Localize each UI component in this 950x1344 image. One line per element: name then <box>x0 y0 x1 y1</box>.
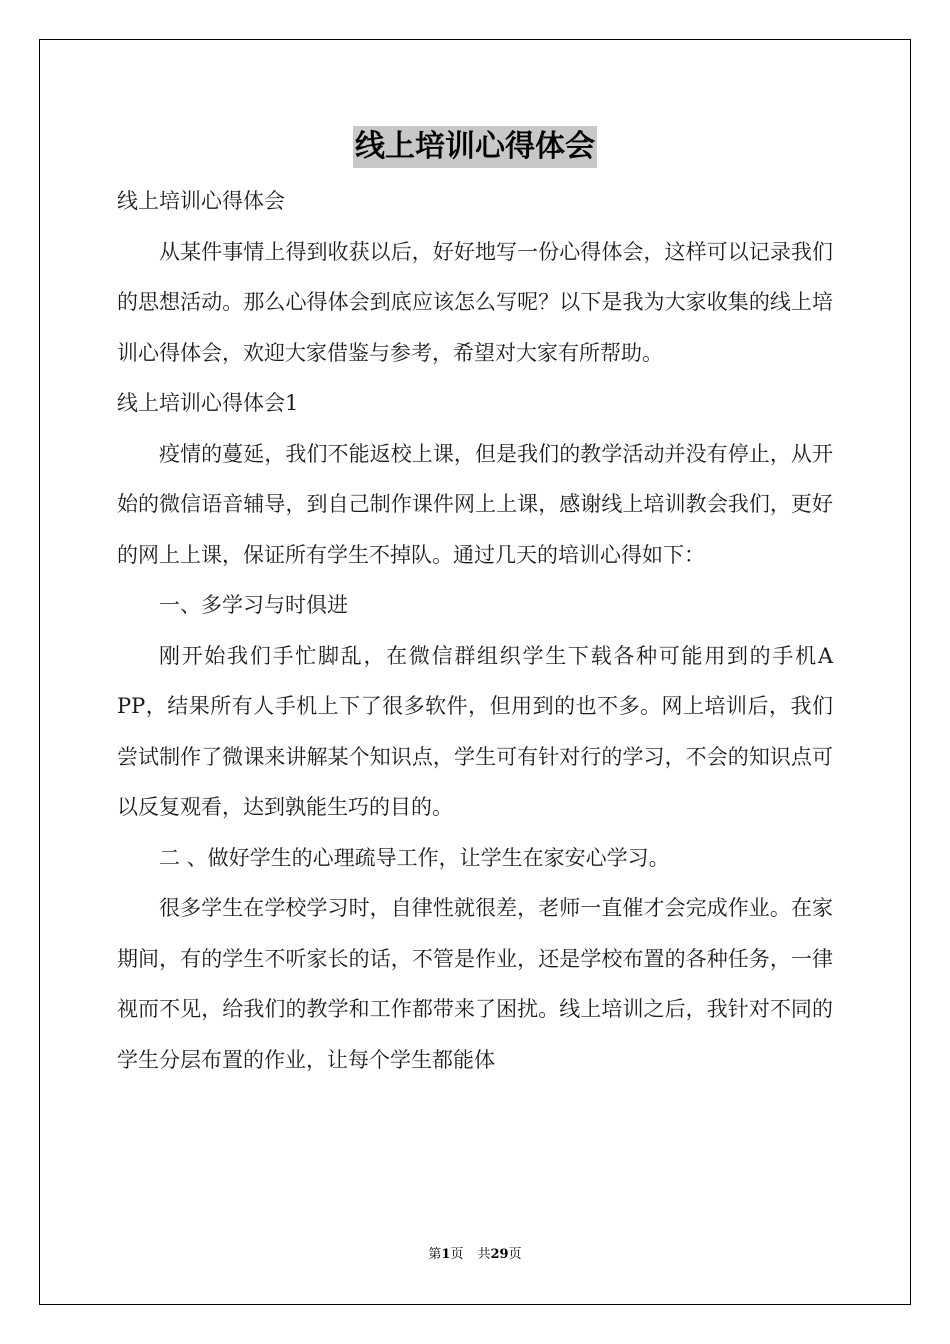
page-footer <box>0 1246 950 1264</box>
page-total: 29 <box>490 1247 509 1262</box>
total-prefix: 共 <box>477 1247 491 1262</box>
paragraph-subtitle: 线上培训心得体会 <box>117 189 285 213</box>
title-area <box>0 126 950 168</box>
page-prefix: 第 <box>428 1247 442 1262</box>
document-body <box>117 176 833 1085</box>
point-heading-1: 一、多学习与时俱进 <box>159 593 348 617</box>
page-suffix: 页 <box>450 1247 464 1262</box>
paragraph-body: 很多学生在学校学习时，自律性就很差，老师一直催才会完成作业。在家期间，有的学生不听家长的话，不管是作业，还是学校布置的各种任务，一律视而不见，给我们的教学和工作都带来了困扰。线上培训之后，我针对不同的学生分层布置的作业，让每个学生都能体 <box>117 896 833 1072</box>
paragraph-body: 疫情的蔓延，我们不能返校上课，但是我们的教学活动并没有停止，从开始的微信语音辅导，到自己制作课件网上上课，感谢线上培训教会我们，更好的网上上课，保证所有学生不掉队。通过几天的培训心得如下： <box>117 441 833 567</box>
paragraph-body: 刚开始我们手忙脚乱，在微信群组织学生下载各种可能用到的手机A PP，结果所有人手机上下了很多软件，但用到的也不多。网上培训后，我们尝试制作了微课来讲解某个知识点，学生可有针对行的学习，不会的知识点可以反复观看，达到孰能生巧的目的。 <box>117 643 833 819</box>
paragraph-intro: 从某件事情上得到收获以后，好好地写一份心得体会，这样可以记录我们的思想活动。那么心得体会到底应该怎么写呢？以下是我为大家收集的线上培训心得体会，欢迎大家借鉴与参考，希望对大家有所帮助。 <box>117 239 833 365</box>
point-heading-2: 二 、做好学生的心理疏导工作，让学生在家安心学习。 <box>159 845 670 870</box>
page-current: 1 <box>441 1247 451 1262</box>
document-title: 线上培训心得体会 <box>353 126 597 168</box>
total-suffix: 页 <box>508 1247 522 1262</box>
section-heading-1: 线上培训心得体会1 <box>117 391 299 415</box>
